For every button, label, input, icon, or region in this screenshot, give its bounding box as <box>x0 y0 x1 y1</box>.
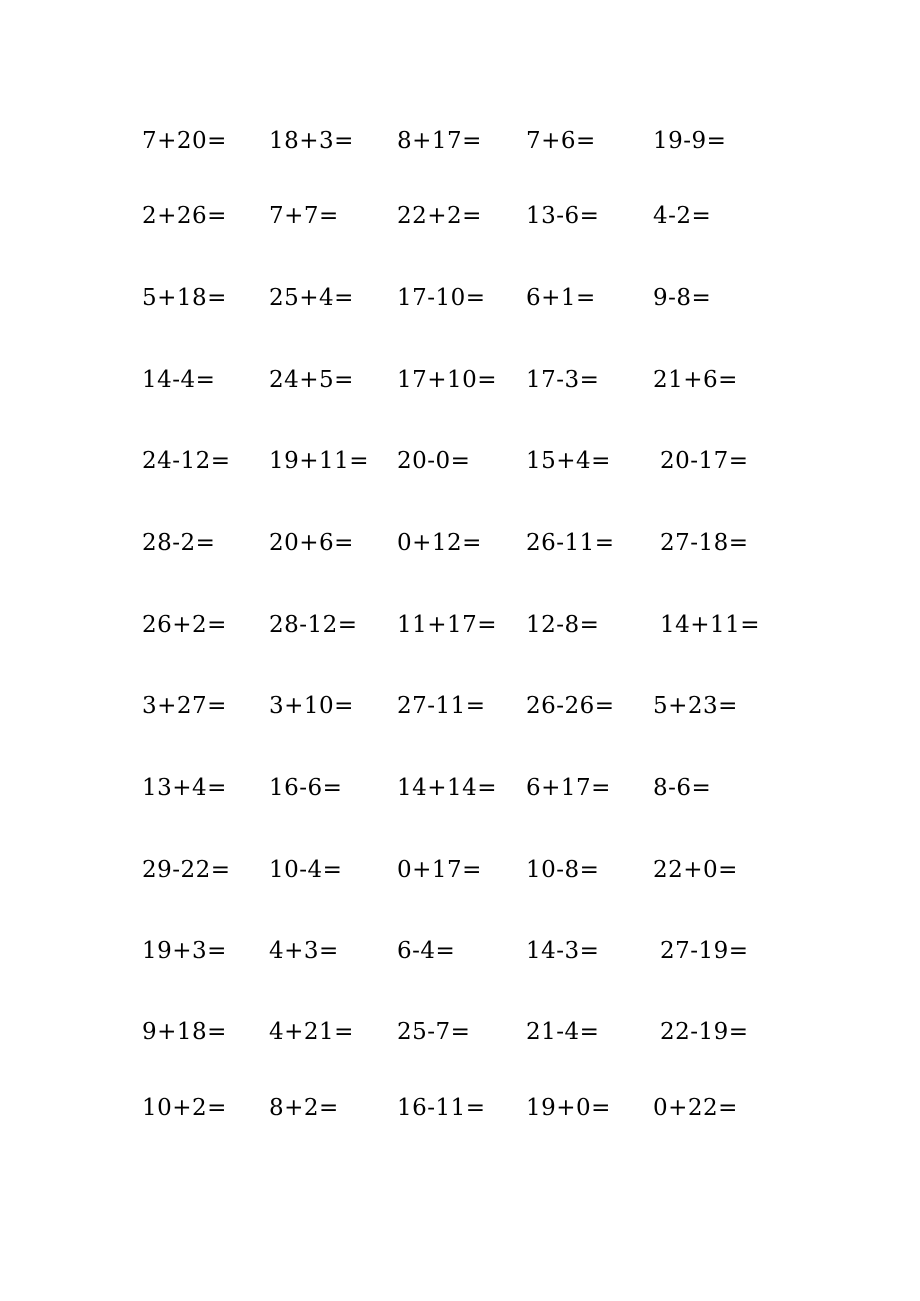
problem: 19-9= <box>653 128 727 154</box>
problem: 7+6= <box>526 128 596 154</box>
problem: 20-0= <box>397 448 471 474</box>
problem: 12-8= <box>526 612 600 638</box>
problem: 7+7= <box>269 203 339 229</box>
problem-row-5 <box>0 441 920 481</box>
problem: 21-4= <box>526 1019 600 1045</box>
problem: 3+10= <box>269 693 354 719</box>
problem: 20-17= <box>660 448 749 474</box>
problem-row-13 <box>0 1088 920 1128</box>
problem: 9+18= <box>142 1019 227 1045</box>
problem: 19+0= <box>526 1095 611 1121</box>
problem: 17-10= <box>397 285 486 311</box>
problem: 10-4= <box>269 857 343 883</box>
problem: 27-11= <box>397 693 486 719</box>
problem: 17-3= <box>526 367 600 393</box>
problem: 28-12= <box>269 612 358 638</box>
problem: 10-8= <box>526 857 600 883</box>
problem: 9-8= <box>653 285 712 311</box>
problem: 6+1= <box>526 285 596 311</box>
problem-row-1 <box>0 121 920 161</box>
problem: 0+17= <box>397 857 482 883</box>
problem: 26-26= <box>526 693 615 719</box>
problem: 4-2= <box>653 203 712 229</box>
problem: 4+21= <box>269 1019 354 1045</box>
problem: 16-11= <box>397 1095 486 1121</box>
problem: 14-4= <box>142 367 216 393</box>
problem: 21+6= <box>653 367 738 393</box>
problem: 6-4= <box>397 938 456 964</box>
problem: 14+14= <box>397 775 498 801</box>
problem: 24-12= <box>142 448 231 474</box>
problem-row-4 <box>0 360 920 400</box>
problem: 22-19= <box>660 1019 749 1045</box>
problem: 27-18= <box>660 530 749 556</box>
problem: 2+26= <box>142 203 227 229</box>
problem: 24+5= <box>269 367 354 393</box>
problem: 28-2= <box>142 530 216 556</box>
problem: 14+11= <box>660 612 761 638</box>
problem-row-12 <box>0 1012 920 1052</box>
problem: 22+0= <box>653 857 738 883</box>
problem: 7+20= <box>142 128 227 154</box>
problem: 17+10= <box>397 367 498 393</box>
problem-row-11 <box>0 931 920 971</box>
problem-row-3 <box>0 278 920 318</box>
problem-row-2 <box>0 196 920 236</box>
problem: 19+11= <box>269 448 370 474</box>
problem: 8+17= <box>397 128 482 154</box>
problem-row-9 <box>0 768 920 808</box>
problem: 10+2= <box>142 1095 227 1121</box>
problem: 27-19= <box>660 938 749 964</box>
problem: 13-6= <box>526 203 600 229</box>
problem: 14-3= <box>526 938 600 964</box>
problem: 5+18= <box>142 285 227 311</box>
problem: 29-22= <box>142 857 231 883</box>
problem: 22+2= <box>397 203 482 229</box>
problem: 8-6= <box>653 775 712 801</box>
problem: 20+6= <box>269 530 354 556</box>
problem-row-6 <box>0 523 920 563</box>
problem: 15+4= <box>526 448 611 474</box>
problem: 25+4= <box>269 285 354 311</box>
problem-row-10 <box>0 850 920 890</box>
problem: 25-7= <box>397 1019 471 1045</box>
problem: 18+3= <box>269 128 354 154</box>
problem: 5+23= <box>653 693 738 719</box>
problem: 8+2= <box>269 1095 339 1121</box>
problem: 6+17= <box>526 775 611 801</box>
problem-row-8 <box>0 686 920 726</box>
problem: 3+27= <box>142 693 227 719</box>
problem: 0+12= <box>397 530 482 556</box>
problem: 4+3= <box>269 938 339 964</box>
problem: 0+22= <box>653 1095 738 1121</box>
problem: 26-11= <box>526 530 615 556</box>
problem: 16-6= <box>269 775 343 801</box>
problem: 11+17= <box>397 612 498 638</box>
problem: 13+4= <box>142 775 227 801</box>
problem-row-7 <box>0 605 920 645</box>
problem: 26+2= <box>142 612 227 638</box>
problem: 19+3= <box>142 938 227 964</box>
